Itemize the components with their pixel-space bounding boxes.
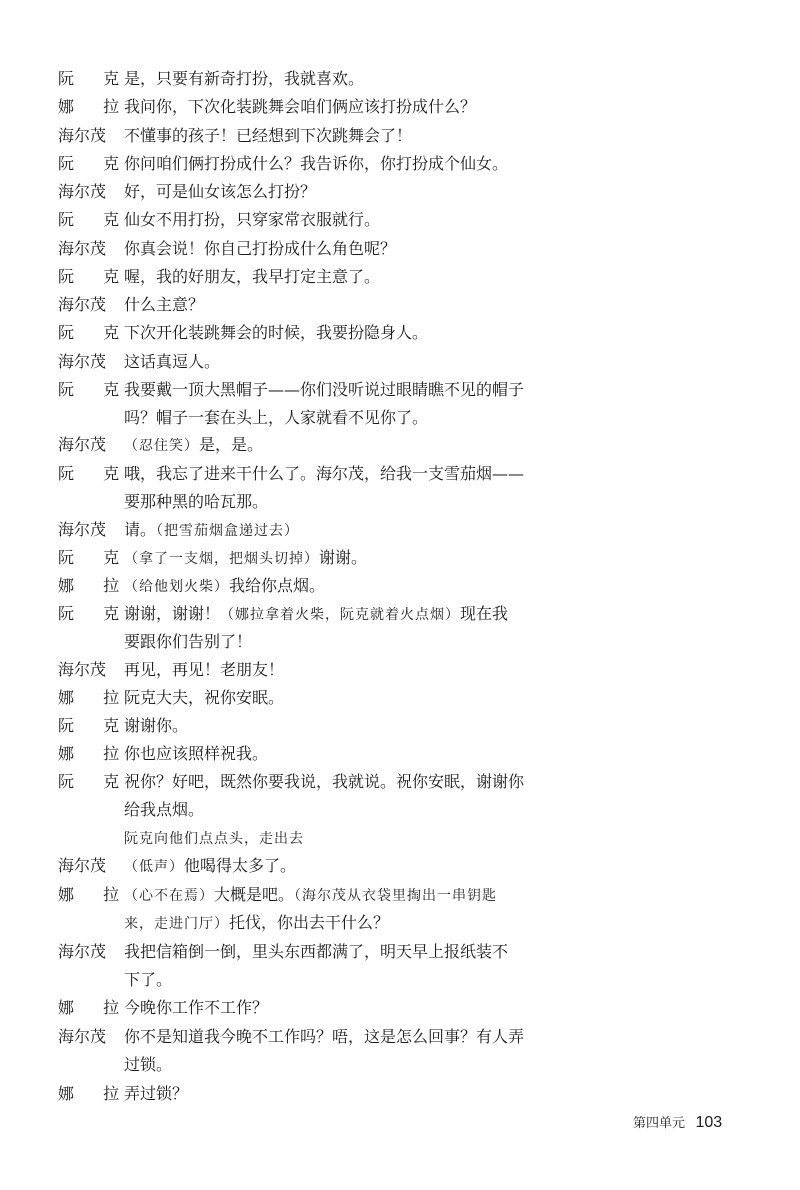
dialogue-text-part: 我给你点烟。 (229, 576, 326, 595)
dialogue-text (124, 655, 564, 685)
dialogue-text (124, 993, 564, 1023)
speaker-name: 海尔茂 (58, 239, 107, 258)
dialogue-text-part: 给我点烟。 (124, 800, 205, 819)
dialogue-text-part: 过锁。 (124, 1055, 173, 1074)
dialogue-text-part: 弄过锁？ (124, 1084, 189, 1103)
speaker-name: 阮 克 (58, 548, 132, 567)
dialogue-line (0, 177, 800, 207)
dialogue-text (124, 318, 564, 348)
dialogue-text (124, 149, 564, 179)
speaker-name: 娜 拉 (58, 885, 132, 904)
stage-direction: （低声） (124, 859, 184, 875)
speaker-name: 娜 拉 (58, 1084, 132, 1103)
dialogue-text-part: 要那种黑的哈瓦那。 (124, 492, 269, 511)
dialogue-text (124, 1050, 564, 1080)
dialogue-text-part: 你真会说！你自己打扮成什么角色呢？ (124, 239, 397, 258)
stage-direction: 阮克向他们点点头，走出去 (124, 831, 304, 847)
dialogue-line (0, 739, 800, 769)
dialogue-text-part: 大概是吧。 (214, 885, 295, 904)
dialogue-text (124, 92, 564, 122)
dialogue-line (0, 92, 800, 122)
dialogue-text (124, 290, 564, 320)
dialogue-line (0, 908, 800, 938)
dialogue-line (0, 487, 800, 517)
speaker-name: 海尔茂 (58, 660, 107, 679)
dialogue-text-part: 哦，我忘了进来干什么了。海尔茂，给我一支雪茄烟—— (124, 464, 525, 483)
dialogue-text (124, 347, 564, 377)
dialogue-line (0, 683, 800, 713)
dialogue-line (0, 64, 800, 94)
dialogue-text (124, 403, 564, 433)
speaker-name: 海尔茂 (58, 352, 107, 371)
speaker-name: 阮 克 (58, 716, 132, 735)
dialogue-line (0, 711, 800, 741)
dialogue-line (0, 430, 800, 460)
dialogue-text-part: 什么主意？ (124, 295, 205, 314)
dialogue-line (0, 347, 800, 377)
dialogue-line (0, 1050, 800, 1080)
dialogue-text (124, 571, 564, 602)
dialogue-text (124, 459, 564, 489)
dialogue-line (0, 290, 800, 320)
dialogue-text-part: 下了。 (124, 970, 173, 989)
dialogue-text-part: 吗？帽子一套在头上，人家就看不见你了。 (124, 408, 429, 427)
stage-direction: （把雪茄烟盒递过去） (156, 523, 300, 539)
dialogue-text-part: 今晚你工作不工作？ (124, 998, 269, 1017)
dialogue-line (0, 880, 800, 910)
speaker-name: 阮 克 (58, 267, 132, 286)
dialogue-text (124, 375, 564, 405)
dialogue-text (124, 965, 564, 995)
page-footer (633, 1112, 722, 1132)
dialogue-line (0, 1022, 800, 1052)
dialogue-text-part: 要跟你们告别了！ (124, 632, 253, 651)
stage-direction: （给他划火柴） (124, 579, 229, 595)
dialogue-text-part: 阮克大夫，祝你安眠。 (124, 688, 285, 707)
dialogue-text (124, 64, 564, 94)
dialogue-line (0, 234, 800, 264)
dialogue-text-part: 你不是知道我今晚不工作吗？唔，这是怎么回事？有人弄 (124, 1027, 525, 1046)
page-number: 103 (695, 1114, 723, 1131)
dialogue-text-part: 是，只要有新奇打扮，我就喜欢。 (124, 69, 365, 88)
dialogue-line (0, 149, 800, 179)
speaker-name: 海尔茂 (58, 182, 107, 201)
dialogue-text-part: 不懂事的孩子！已经想到下次跳舞会了！ (124, 126, 413, 145)
dialogue-text (124, 851, 564, 882)
dialogue-line (0, 543, 800, 573)
speaker-name: 海尔茂 (58, 520, 107, 539)
dialogue-text (124, 599, 564, 630)
speaker-name: 阮 克 (58, 772, 132, 791)
dialogue-line (0, 571, 800, 601)
dialogue-text (124, 880, 564, 911)
dialogue-text-part: 我把信箱倒一倒，里头东西都满了，明天早上报纸装不 (124, 942, 509, 961)
dialogue-text-part: 我要戴一顶大黑帽子——你们没听说过眼睛瞧不见的帽子 (124, 380, 525, 399)
speaker-name: 阮 克 (58, 464, 132, 483)
dialogue-text (124, 515, 564, 546)
dialogue-line (0, 403, 800, 433)
dialogue-text-part: 这话真逗人。 (124, 352, 221, 371)
dialogue-line (0, 515, 800, 545)
stage-direction: （海尔茂从衣袋里掏出一串钥匙 (294, 888, 498, 904)
dialogue-text-part: 你问咱们俩打扮成什么？我告诉你，你打扮成个仙女。 (124, 154, 509, 173)
dialogue-line (0, 993, 800, 1023)
speaker-name: 海尔茂 (58, 295, 107, 314)
speaker-name: 娜 拉 (58, 688, 132, 707)
dialogue-text-part: 请。 (124, 520, 157, 539)
dialogue-text-part: 仙女不用打扮，只穿家常衣服就行。 (124, 210, 381, 229)
speaker-name: 海尔茂 (58, 1027, 107, 1046)
speaker-name: 娜 拉 (58, 576, 132, 595)
dialogue-line (0, 851, 800, 881)
dialogue-text (124, 430, 564, 461)
speaker-name: 海尔茂 (58, 942, 107, 961)
dialogue-text (124, 767, 564, 797)
stage-direction: （娜拉拿着火柴，阮克就着火点烟） (220, 607, 461, 623)
dialogue-text-part: 我问你，下次化装跳舞会咱们俩应该打扮成什么？ (124, 97, 477, 116)
stage-direction: （拿了一支烟，把烟头切掉） (124, 551, 319, 567)
dialogue-text-part: 他喝得太多了。 (184, 856, 297, 875)
dialogue-text (124, 205, 564, 235)
dialogue-line (0, 627, 800, 657)
dialogue-line (0, 599, 800, 629)
dialogue-line (0, 965, 800, 995)
dialogue-text-part: 谢谢，谢谢！ (124, 604, 221, 623)
dialogue-line (0, 262, 800, 292)
dialogue-text (124, 1079, 564, 1109)
dialogue-text (124, 262, 564, 292)
dialogue-line (0, 318, 800, 348)
speaker-name: 阮 克 (58, 323, 132, 342)
dialogue-text-part: 你也应该照样祝我。 (124, 744, 269, 763)
dialogue-text-part: 托伐，你出去干什么？ (229, 913, 390, 932)
speaker-name: 娜 拉 (58, 998, 132, 1017)
dialogue-text-part: 是，是。 (199, 435, 264, 454)
dialogue-text (124, 177, 564, 207)
dialogue-line (0, 937, 800, 967)
dialogue-text-part: 现在我 (460, 604, 509, 623)
dialogue-line (0, 1079, 800, 1109)
dialogue-line (0, 795, 800, 825)
dialogue-text-part: 祝你？好吧，既然你要我说，我就说。祝你安眠，谢谢你 (124, 772, 525, 791)
dialogue-text (124, 908, 564, 939)
dialogue-text-part: 谢谢你。 (124, 716, 189, 735)
speaker-name: 海尔茂 (58, 856, 107, 875)
dialogue-line (0, 375, 800, 405)
dialogue-line (0, 121, 800, 151)
dialogue-text (124, 937, 564, 967)
dialogue-text (124, 683, 564, 713)
speaker-name: 海尔茂 (58, 435, 107, 454)
dialogue-text (124, 487, 564, 517)
stage-direction: 来，走进门厅） (124, 916, 229, 932)
dialogue-text-part: 喔，我的好朋友，我早打定主意了。 (124, 267, 381, 286)
dialogue-text-part: 好，可是仙女该怎么打扮？ (124, 182, 317, 201)
dialogue-text (124, 795, 564, 825)
stage-direction: （忍住笑） (124, 438, 199, 454)
dialogue-text (124, 234, 564, 264)
dialogue-text-part: 下次开化装跳舞会的时候，我要扮隐身人。 (124, 323, 429, 342)
unit-label: 第四单元 (633, 1115, 686, 1130)
speaker-name: 阮 克 (58, 210, 132, 229)
stage-direction: （心不在焉） (124, 888, 214, 904)
dialogue-text (124, 1022, 564, 1052)
dialogue-text-part: 谢谢。 (319, 548, 368, 567)
dialogue-text (124, 711, 564, 741)
dialogue-text (124, 739, 564, 769)
dialogue-text (124, 823, 564, 854)
dialogue-line (0, 767, 800, 797)
dialogue-text (124, 627, 564, 657)
speaker-name: 阮 克 (58, 69, 132, 88)
dialogue-line (0, 459, 800, 489)
dialogue-text-part: 再见，再见！老朋友！ (124, 660, 285, 679)
speaker-name: 阮 克 (58, 154, 132, 173)
dialogue-line (0, 205, 800, 235)
dialogue-line (0, 823, 800, 853)
speaker-name: 海尔茂 (58, 126, 107, 145)
dialogue-line (0, 655, 800, 685)
dialogue-text (124, 121, 564, 151)
dialogue-text (124, 543, 564, 574)
speaker-name: 娜 拉 (58, 97, 132, 116)
speaker-name: 娜 拉 (58, 744, 132, 763)
speaker-name: 阮 克 (58, 604, 132, 623)
speaker-name: 阮 克 (58, 380, 132, 399)
